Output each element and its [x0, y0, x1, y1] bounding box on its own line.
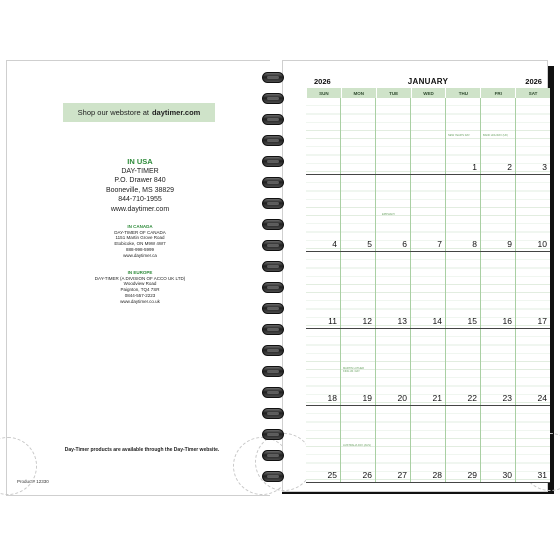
spiral-ring: [262, 261, 284, 272]
day-cell: [515, 406, 550, 482]
day-cell: [480, 406, 515, 482]
month-title: JANUARY: [407, 76, 449, 86]
day-number: 13: [397, 316, 407, 326]
day-number: 1: [472, 162, 477, 172]
spiral-ring: [262, 408, 284, 419]
spiral-ring: [262, 366, 284, 377]
day-number: 7: [437, 239, 442, 249]
holiday-note: NEW YEAR'S DAY: [448, 134, 470, 137]
day-cell: [445, 406, 480, 482]
usa-address: [85, 157, 195, 214]
day-cell: [340, 329, 375, 405]
day-number: 16: [502, 316, 512, 326]
day-number: 10: [537, 239, 547, 249]
day-number: 22: [467, 393, 477, 403]
availability-footnote: Day-Timer products are available through the Day-Timer website.: [64, 447, 220, 453]
usa-line: P.O. Drawer 840: [114, 177, 166, 184]
spiral-ring: [262, 345, 284, 356]
day-cell: [410, 175, 445, 251]
day-number: 29: [467, 470, 477, 480]
day-cell: [306, 329, 340, 405]
usa-line: www.daytimer.com: [110, 205, 170, 213]
holiday-note: EPIPHANY: [382, 213, 396, 216]
day-number: 25: [327, 470, 337, 480]
day-number: 23: [502, 393, 512, 403]
spiral-ring: [262, 93, 284, 104]
day-number: 17: [537, 316, 547, 326]
weekday-header: [306, 88, 550, 98]
day-cell: [445, 175, 480, 251]
spiral-ring: [262, 135, 284, 146]
day-cell: [340, 98, 375, 174]
europe-line: Woodview Road: [123, 281, 157, 287]
europe-line: 0844-557-2223: [124, 292, 156, 298]
day-number: 26: [362, 470, 372, 480]
banner-site: daytimer.com: [151, 108, 201, 117]
calendar-week: [306, 406, 550, 483]
day-number: 31: [537, 470, 547, 480]
webstore-banner: [63, 103, 215, 122]
day-cell: [445, 252, 480, 328]
day-number: 30: [502, 470, 512, 480]
usa-line: Booneville, MS 38829: [105, 186, 175, 194]
day-number: 4: [332, 239, 337, 249]
usa-line: DAY-TIMER: [121, 167, 159, 175]
day-cell: [480, 329, 515, 405]
day-cell: [515, 175, 550, 251]
day-cell: [480, 252, 515, 328]
spiral-ring: [262, 177, 284, 188]
holiday-note: AUSTRALIA DAY (AUS): [343, 444, 371, 447]
left-page: [6, 60, 270, 496]
day-cell: [515, 329, 550, 405]
canada-line: DAY-TIMER OF CANADA: [114, 229, 166, 235]
spiral-ring: [262, 198, 284, 209]
spiral-ring: [262, 429, 284, 440]
weekday-label: SAT: [515, 88, 550, 98]
usa-line: 844-710-1955: [118, 196, 162, 203]
usa-heading: IN USA: [127, 157, 153, 166]
day-number: 14: [432, 316, 442, 326]
spiral-ring: [262, 303, 284, 314]
day-cell: [515, 252, 550, 328]
day-number: 5: [367, 239, 372, 249]
spiral-ring: [262, 72, 284, 83]
spiral-ring: [262, 282, 284, 293]
spiral-ring: [262, 240, 284, 251]
canada-heading: IN CANADA: [127, 224, 153, 229]
day-cell: [410, 329, 445, 405]
calendar-header: [306, 74, 550, 88]
spiral-ring: [262, 324, 284, 335]
day-cell: [306, 175, 340, 251]
corner-curve-left: [0, 437, 37, 495]
day-number: 3: [542, 162, 547, 172]
calendar-week: [306, 329, 550, 406]
day-cell: [410, 252, 445, 328]
banner-prefix: Shop our webstore at: [77, 108, 149, 117]
canada-line: 888-998-5999: [125, 246, 155, 252]
holiday-note: MARTIN LUTHER KING JR. DAY: [343, 367, 364, 373]
canada-line: Etobicoke, ON M9W 4W7: [114, 241, 166, 247]
europe-heading: IN EUROPE: [127, 270, 153, 275]
day-number: 28: [432, 470, 442, 480]
day-cell: [375, 98, 410, 174]
canada-address: [85, 224, 195, 258]
day-number: 20: [397, 393, 407, 403]
calendar-week: [306, 98, 550, 175]
europe-line: www.daytimer.co.uk: [120, 298, 160, 304]
europe-line: DAY-TIMER (A DIVISION OF ACCO UK LTD): [94, 275, 186, 281]
product-number: Product# 12330: [17, 479, 49, 484]
day-cell: [445, 329, 480, 405]
day-number: 15: [467, 316, 477, 326]
weekday-label: THU: [445, 88, 480, 98]
day-number: 12: [362, 316, 372, 326]
calendar-week: [306, 252, 550, 329]
day-number: 27: [397, 470, 407, 480]
spiral-ring: [262, 450, 284, 461]
day-cell: [375, 406, 410, 482]
spiral-ring: [262, 387, 284, 398]
day-cell: [445, 98, 480, 174]
canada-line: www.daytimer.ca: [123, 252, 157, 258]
day-number: 6: [402, 239, 407, 249]
spiral-ring: [262, 114, 284, 125]
day-number: 21: [432, 393, 442, 403]
month-calendar: [306, 74, 550, 483]
day-cell: [340, 175, 375, 251]
weekday-label: WED: [411, 88, 446, 98]
europe-line: Paignton, TQ4 7SR: [120, 287, 160, 293]
spiral-binding: [262, 64, 286, 494]
year-left: 2026: [314, 76, 331, 86]
weekday-label: SUN: [306, 88, 341, 98]
day-cell: [375, 329, 410, 405]
day-cell: [306, 252, 340, 328]
calendar-week: [306, 175, 550, 252]
day-cell: [410, 98, 445, 174]
year-right: 2026: [525, 76, 542, 86]
day-number: 8: [472, 239, 477, 249]
weekday-label: MON: [341, 88, 376, 98]
day-cell: [515, 98, 550, 174]
day-cell: [340, 406, 375, 482]
day-cell: [410, 406, 445, 482]
day-number: 18: [327, 393, 337, 403]
day-number: 19: [362, 393, 372, 403]
day-cell: [480, 175, 515, 251]
day-cell: [306, 406, 340, 482]
spiral-ring: [262, 156, 284, 167]
day-number: 9: [507, 239, 512, 249]
europe-address: [85, 270, 195, 304]
day-cell: [375, 175, 410, 251]
day-cell: [306, 98, 340, 174]
canada-line: 1151 Martin Grove Road: [115, 235, 165, 241]
day-number: 24: [537, 393, 547, 403]
spiral-ring: [262, 219, 284, 230]
weekday-label: TUE: [376, 88, 411, 98]
day-number: 2: [507, 162, 512, 172]
spiral-ring: [262, 471, 284, 482]
day-cell: [480, 98, 515, 174]
weekday-label: FRI: [480, 88, 515, 98]
day-cell: [340, 252, 375, 328]
holiday-note: BANK HOLIDAY (UK): [483, 134, 508, 137]
day-number: 11: [328, 316, 337, 326]
day-cell: [375, 252, 410, 328]
